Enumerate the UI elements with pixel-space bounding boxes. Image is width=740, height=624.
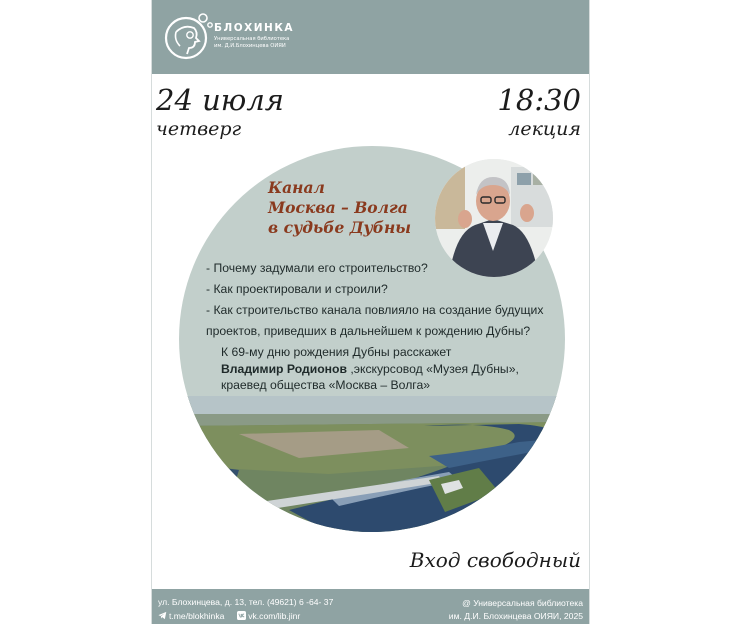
lecture-title-line1: Канал xyxy=(268,178,325,197)
lecture-title-line3: в судьбе Дубны xyxy=(268,218,412,237)
blokhintsev-profile-icon xyxy=(162,10,214,62)
event-date: 24 июля xyxy=(156,83,284,117)
copyright-line1: @ Универсальная библиотека xyxy=(462,598,583,608)
question-item: - Как строительство канала повлияло на создание будущих xyxy=(206,303,544,317)
event-kind: лекция xyxy=(508,118,581,140)
footer-links xyxy=(158,610,300,621)
event-weekday: четверг xyxy=(156,118,242,140)
speaker-role: ,экскурсовод «Музея Дубны», xyxy=(346,361,519,376)
speaker-intro: К 69-му дню рождения Дубны расскажет xyxy=(221,345,452,359)
question-item: проектов, приведших в дальнейшем к рождению Дубны? xyxy=(206,324,531,338)
event-poster xyxy=(151,0,590,624)
copyright-line2: им. Д.И. Блохинцева ОИЯИ, 2025 xyxy=(448,611,583,621)
footer-band xyxy=(152,589,589,624)
vk-icon xyxy=(237,611,246,620)
event-time: 18:30 xyxy=(497,83,581,117)
free-entry: Вход свободный xyxy=(409,548,581,572)
speaker-line xyxy=(221,361,541,378)
footer-address: ул. Блохинцева, д. 13, тел. (49621) 6 -64- 37 xyxy=(158,597,334,607)
vk-link[interactable]: vk.com/lib.jinr xyxy=(248,610,301,621)
header-band xyxy=(152,0,589,74)
speaker-role-line2: краевед общества «Москва – Волга» xyxy=(221,378,431,392)
speaker-name: Владимир Родионов xyxy=(221,361,347,376)
footer-copyright xyxy=(449,597,583,623)
telegram-icon xyxy=(158,611,167,620)
brand-subtitle xyxy=(214,36,294,50)
brand-subtitle-line2: им. Д.И.Блохинцева ОИЯИ xyxy=(214,43,286,49)
question-item: - Почему задумали его строительство? xyxy=(206,261,428,275)
lecture-title xyxy=(268,178,411,238)
lecture-questions xyxy=(206,258,556,342)
aerial-river-photo xyxy=(179,396,565,532)
speaker-info xyxy=(221,344,541,394)
brand xyxy=(214,22,294,50)
question-item: - Как проектировали и строили? xyxy=(206,282,388,296)
lecture-title-line2: Москва – Волга xyxy=(268,198,408,217)
telegram-link[interactable]: t.me/blokhinka xyxy=(169,610,225,621)
brand-name: БЛОХИНКА xyxy=(214,22,295,34)
brand-subtitle-line1: Универсальная библиотека xyxy=(214,36,290,42)
